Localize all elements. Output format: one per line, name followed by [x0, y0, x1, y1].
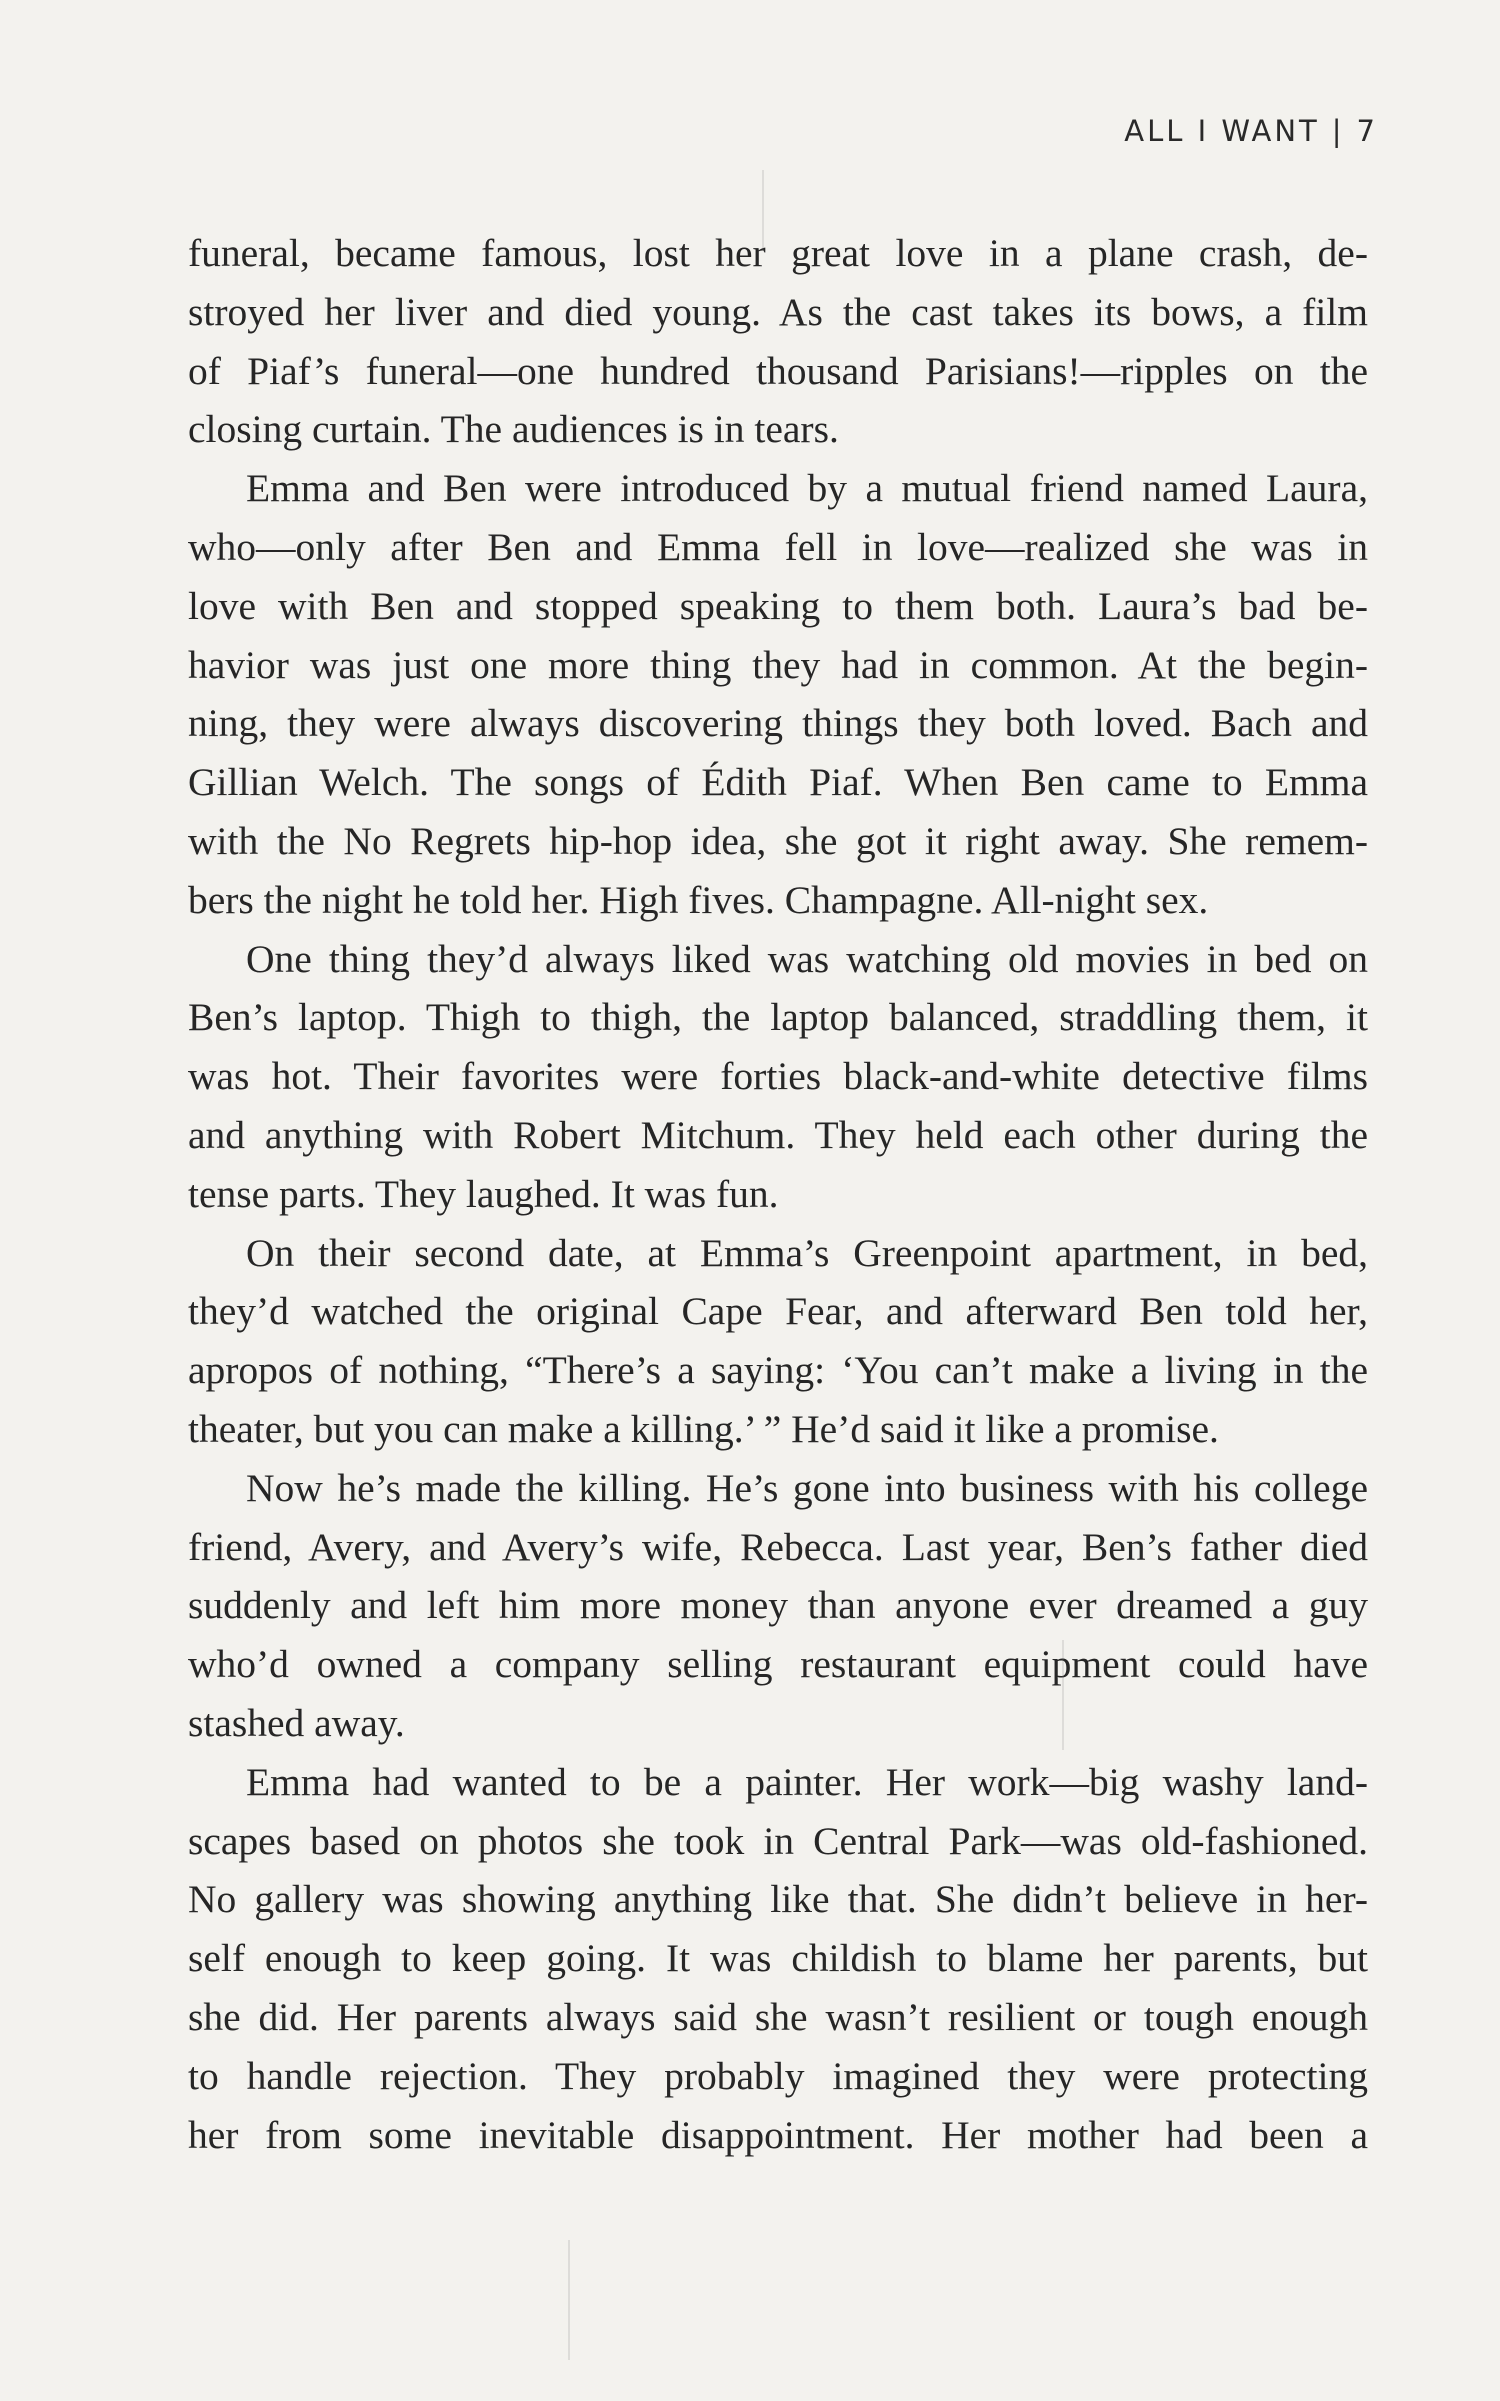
text-line: stroyed her liver and died young. As the cast takes its bows, a film	[188, 289, 1368, 334]
text-line: of Piaf’s funeral—one hundred thousand Parisians!—ripples on the	[188, 348, 1368, 393]
text-line: On their second date, at Emma’s Greenpoint apartment, in bed,	[246, 1230, 1368, 1275]
text-line: they’d watched the original Cape Fear, and afterward Ben told her,	[188, 1289, 1368, 1334]
text-line: her from some inevitable disappointment. Her mother had been a	[188, 2112, 1368, 2157]
text-line: friend, Avery, and Avery’s wife, Rebecca. Last year, Ben’s father died	[188, 1524, 1368, 1569]
text-line: funeral, became famous, lost her great love in a plane crash, de-	[188, 231, 1368, 275]
text-line: Emma and Ben were introduced by a mutual friend named Laura,	[246, 466, 1368, 511]
text-line: ning, they were always discovering things they both loved. Bach and	[188, 701, 1368, 746]
text-line: closing curtain. The audiences is in tears.	[188, 407, 839, 452]
text-line: self enough to keep going. It was childish to blame her parents, but	[188, 1936, 1368, 1981]
scan-artifact	[568, 2240, 570, 2360]
text-line: was hot. Their favorites were forties black-and-white detective films	[188, 1054, 1368, 1099]
text-line: Gillian Welch. The songs of Édith Piaf. When Ben came to Emma	[188, 760, 1368, 805]
text-line: Ben’s laptop. Thigh to thigh, the laptop balanced, straddling them, it	[188, 995, 1368, 1040]
text-line: One thing they’d always liked was watching old movies in bed on	[246, 936, 1368, 981]
text-line: havior was just one more thing they had in common. At the begin-	[188, 642, 1368, 687]
text-line: with the No Regrets hip-hop idea, she got it right away. She remem-	[188, 818, 1368, 863]
text-line: she did. Her parents always said she wasn’t resilient or tough enough	[188, 1994, 1368, 2039]
text-line: who’d owned a company selling restaurant equipment could have	[188, 1642, 1368, 1687]
text-line: who—only after Ben and Emma fell in love—realized she was in	[188, 524, 1368, 569]
text-line: suddenly and left him more money than anyone ever dreamed a guy	[188, 1583, 1368, 1628]
scan-artifact	[762, 170, 764, 250]
text-line: bers the night he told her. High fives. Champagne. All-night sex.	[188, 877, 1209, 922]
scan-artifact	[1062, 1640, 1064, 1750]
text-line: love with Ben and stopped speaking to them both. Laura’s bad be-	[188, 583, 1368, 628]
text-line: to handle rejection. They probably imagined they were protecting	[188, 2053, 1368, 2098]
text-line: No gallery was showing anything like that. She didn’t believe in her-	[188, 1877, 1368, 1922]
body-text	[188, 224, 1368, 2164]
book-title: ALL I WANT	[1124, 114, 1320, 148]
running-head	[1124, 114, 1378, 148]
text-line: theater, but you can make a killing.’ ” He’d said it like a promise.	[188, 1406, 1219, 1451]
text-line: Now he’s made the killing. He’s gone into business with his college	[246, 1465, 1368, 1510]
text-line: Emma had wanted to be a painter. Her work—big washy land-	[246, 1759, 1368, 1804]
page-number: 7	[1356, 114, 1378, 148]
text-line: apropos of nothing, “There’s a saying: ‘You can’t make a living in the	[188, 1348, 1368, 1393]
text-line: tense parts. They laughed. It was fun.	[188, 1171, 779, 1216]
text-line: stashed away.	[188, 1700, 405, 1745]
text-line: scapes based on photos she took in Central Park—was old-fashioned.	[188, 1818, 1368, 1863]
text-line: and anything with Robert Mitchum. They held each other during the	[188, 1112, 1368, 1157]
header-separator: |	[1331, 114, 1345, 148]
